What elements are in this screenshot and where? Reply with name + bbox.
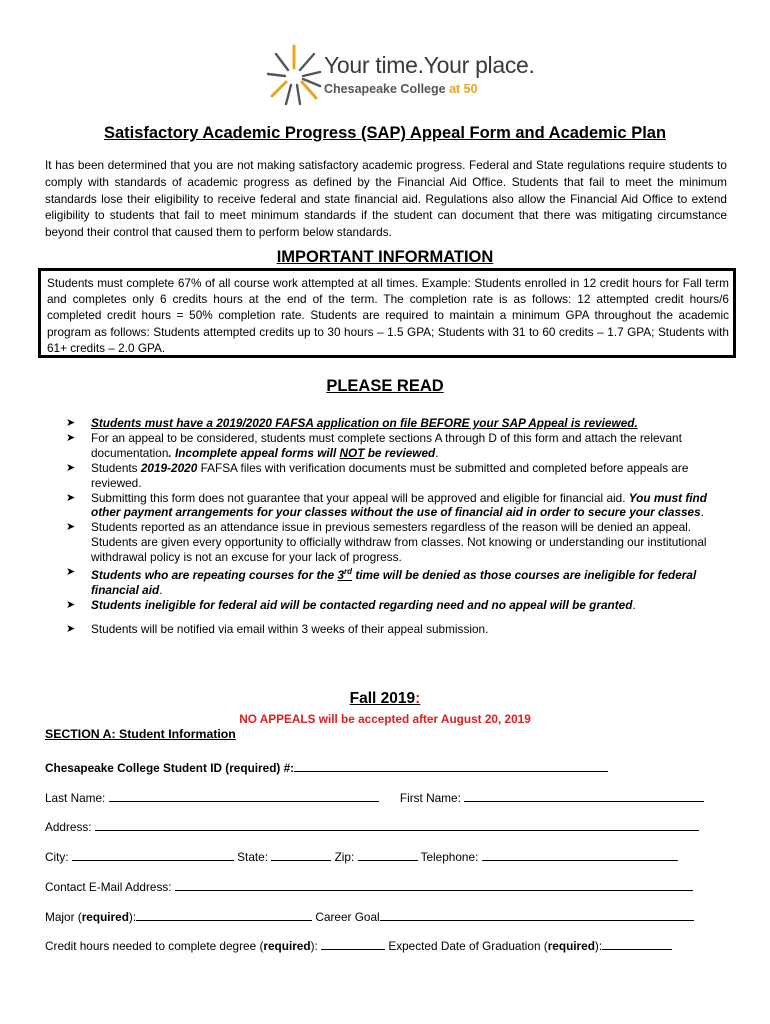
- list-item: [66, 622, 726, 637]
- major-required: required: [81, 910, 129, 924]
- bullet-guarantee-a: Submitting this form does not guarantee that your appeal will be approved and eligible for financial aid.: [91, 490, 626, 505]
- address-label: Address:: [45, 820, 92, 834]
- arrow-bullet-icon: ➤: [66, 491, 76, 504]
- bullet-incomplete-not: NOT: [339, 445, 365, 460]
- grad-label-b: ):: [594, 939, 603, 953]
- career-goal-label: Career Goal: [315, 910, 380, 924]
- bullet-repeat-a: Students who are repeating courses for the: [91, 567, 335, 582]
- last-name-field[interactable]: [109, 790, 379, 802]
- arrow-bullet-icon: ➤: [66, 521, 76, 534]
- bullet-fafsa-text: Students must have a 2019/2020 FAFSA application on file BEFORE your SAP Appeal is reviewed.: [91, 416, 638, 430]
- list-item: [66, 598, 726, 613]
- credit-label-b: ):: [310, 939, 318, 953]
- name-row: [45, 790, 704, 805]
- term-heading: [0, 690, 770, 708]
- list-item: [66, 416, 726, 431]
- credits-row: [45, 938, 672, 953]
- bullet-repeat-end: .: [159, 582, 163, 597]
- state-field[interactable]: [271, 849, 331, 861]
- page-title: Satisfactory Academic Progress (SAP) Appeal Form and Academic Plan: [103, 124, 667, 142]
- first-name-field[interactable]: [464, 790, 704, 802]
- student-id-label: Chesapeake College Student ID (required) #:: [45, 761, 295, 775]
- bullet-incomplete-b: be reviewed: [367, 445, 436, 460]
- bullet-attendance-text: Students reported as an attendance issue in previous semesters regardless of the reason will be denied an appeal. Students are given every opportunity to officially withdraw from classes. Not knowing or understanding our institutional withdrawal policy is not an excuse for your lack of progress.: [91, 520, 707, 565]
- credit-label-a: Credit hours needed to complete degree (: [45, 939, 264, 953]
- bullet-verification-b: FAFSA files with verification documents must be submitted and completed before appeals are reviewed.: [91, 460, 689, 490]
- zip-field[interactable]: [358, 849, 418, 861]
- term-colon: :: [415, 690, 421, 707]
- grad-label-a: Expected Date of Graduation (: [388, 939, 548, 953]
- college-logo: [266, 38, 535, 108]
- section-a-heading: SECTION A: Student Information: [45, 727, 236, 741]
- bullet-repeat-num: 3: [337, 567, 345, 582]
- grad-required: required: [547, 939, 595, 953]
- address-field[interactable]: [95, 819, 699, 831]
- logo-tagline: Your time.Your place.: [324, 52, 535, 78]
- please-read-list: [66, 416, 726, 637]
- career-goal-field[interactable]: [380, 909, 694, 921]
- logo-college-name: [324, 82, 478, 96]
- major-field[interactable]: [136, 909, 312, 921]
- logo-college-text: Chesapeake College: [324, 82, 446, 96]
- deadline-notice: NO APPEALS will be accepted after August 20, 2019: [239, 712, 531, 726]
- bullet-repeat-ordinal: [337, 568, 352, 582]
- major-label-b: ):: [128, 910, 137, 924]
- arrow-bullet-icon: ➤: [66, 417, 76, 429]
- bullet-repeat-b: time will be denied as those courses are ineligible for federal financial aid: [91, 567, 697, 597]
- address-row: [45, 819, 699, 834]
- please-read-heading: PLEASE READ: [326, 377, 444, 395]
- list-item: [66, 491, 726, 521]
- bullet-guarantee-end: .: [700, 505, 704, 520]
- important-info-box: [38, 268, 736, 358]
- credit-hours-field[interactable]: [321, 938, 385, 950]
- city-label: City:: [45, 850, 69, 864]
- major-label-a: Major (: [45, 910, 82, 924]
- intro-paragraph: It has been determined that you are not making satisfactory academic progress. Federal and State regulations require students to comply with standards of academic progress as defined by the Financial Aid Office. Students that fail to meet the minimum standards lose their eligibility to receive federal and state financial aid. Regulations also allow the Financial Aid Office to extend eligibility to students that fail to meet minimum standards if the student can document that there was mitigating circumstance beyond their control that caused them to perform below standards.: [45, 158, 727, 240]
- bullet-ineligible-text: Students ineligible for federal aid will be contacted regarding need and no appeal will be granted: [91, 597, 633, 612]
- bullet-sections-text: For an appeal to be considered, students must complete sections A through D of this form and attach the relevant documentation: [91, 430, 682, 460]
- student-id-field[interactable]: [294, 760, 608, 772]
- email-label: Contact E-Mail Address:: [45, 880, 172, 894]
- bullet-verification-year: 2019-2020: [140, 460, 198, 475]
- city-field[interactable]: [72, 849, 234, 861]
- arrow-bullet-icon: ➤: [66, 461, 76, 474]
- telephone-field[interactable]: [482, 849, 678, 861]
- term-label: Fall 2019: [349, 690, 416, 707]
- city-row: [45, 849, 678, 864]
- bullet-repeat-sup: rd: [344, 567, 353, 577]
- bullet-incomplete-a: Incomplete appeal forms will: [174, 445, 337, 460]
- list-item: [66, 520, 726, 565]
- bullet-notified-text: Students will be notified via email within 3 weeks of their appeal submission.: [91, 621, 489, 636]
- email-row: [45, 879, 693, 894]
- graduation-date-field[interactable]: [602, 938, 672, 950]
- arrow-bullet-icon: ➤: [66, 431, 76, 444]
- credit-required: required: [263, 939, 311, 953]
- list-item: [66, 461, 726, 491]
- email-field[interactable]: [175, 879, 693, 891]
- bullet-sections-dot: .: [168, 445, 172, 460]
- last-name-label: Last Name:: [45, 791, 106, 805]
- arrow-bullet-icon: ➤: [66, 598, 76, 611]
- bullet-ineligible-end: .: [632, 597, 636, 612]
- important-heading: IMPORTANT INFORMATION: [276, 248, 494, 266]
- arrow-bullet-icon: ➤: [66, 622, 76, 635]
- list-item: [66, 565, 726, 598]
- important-info-text: Students must complete 67% of all course work attempted at all times. Example: Students enrolled in 12 credit hours for Fall term and completes only 6 credits hours at the end of the term. The completion rate is as follows: 12 attempted credit hours/6 completed credit hours = 50% completion rate. Students are required to maintain a minimum GPA throughout the academic program as follows: Students attempted credits up to 30 hours – 1.5 GPA; Students with 31 to 60 credits – 1.7 GPA; Students with 61+ credits – 2.0 GPA.: [47, 276, 729, 355]
- list-item: [66, 431, 726, 461]
- bullet-incomplete-end: .: [435, 445, 439, 460]
- student-id-row: [45, 760, 608, 775]
- bullet-guarantee-em: You must find other payment arrangements for your classes without the use of financial aid in order to secure your classes: [91, 490, 707, 520]
- starburst-icon: [266, 38, 322, 108]
- telephone-label: Telephone:: [420, 850, 479, 864]
- logo-anniversary: at 50: [449, 82, 478, 96]
- state-label: State:: [237, 850, 268, 864]
- zip-label: Zip:: [334, 850, 355, 864]
- bullet-verification-a: Students: [91, 460, 138, 475]
- arrow-bullet-icon: ➤: [66, 566, 76, 579]
- first-name-label: First Name:: [399, 791, 461, 805]
- major-row: [45, 909, 694, 924]
